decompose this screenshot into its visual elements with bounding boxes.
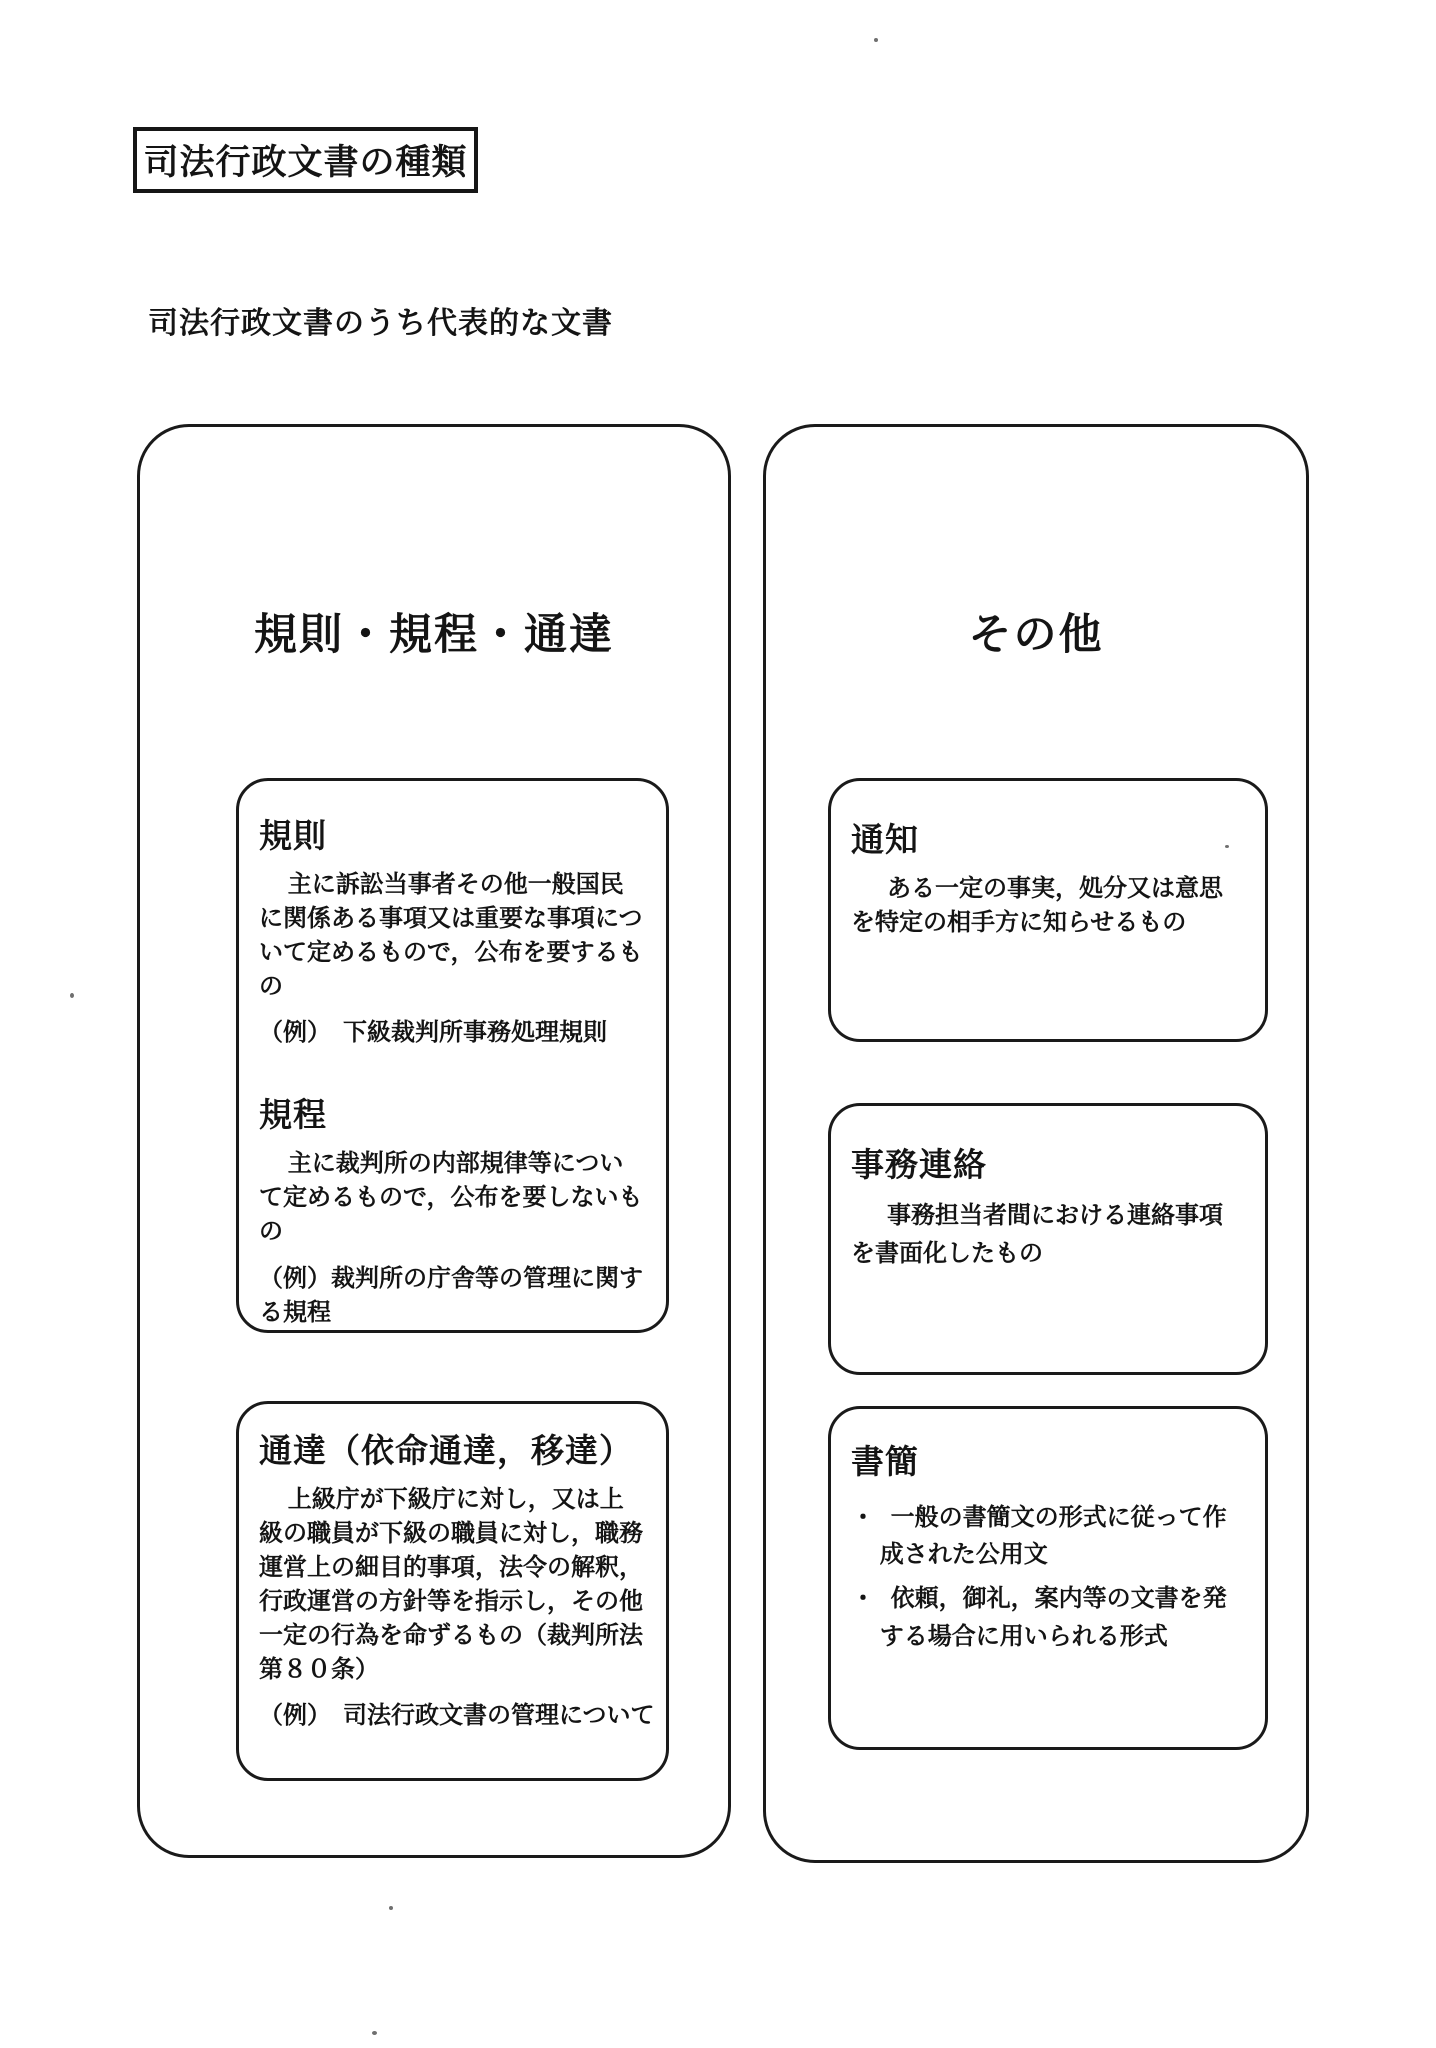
page-title: 司法行政文書の種類 (143, 143, 468, 182)
panel-sonota (763, 424, 1309, 1863)
tsutatsu-example: （例） 司法行政文書の管理について (259, 1702, 655, 1730)
section-kitei (259, 1096, 646, 1329)
bullet-dot-icon: ・ (851, 1503, 875, 1531)
shokan-bullet-1 (851, 1499, 1245, 1573)
page-title-box (133, 127, 478, 193)
panel-right-header: その他 (968, 611, 1104, 659)
tsutatsu-body: 上級庁が下級庁に対し，又は上級の職員が下級の職員に対し，職務運営上の細目的事項，法令の解釈，行政運営の方針等を指示し，その他一定の行為を命ずるもの（裁判所法第８０条） (259, 1485, 643, 1684)
kisoku-heading: 規則 (259, 817, 327, 854)
kitei-heading: 規程 (259, 1096, 327, 1134)
panel-left-header: 規則・規程・通達 (254, 611, 614, 659)
bullet-dot-icon: ・ (851, 1585, 875, 1613)
box-shokan (828, 1406, 1268, 1750)
kisoku-example: （例） 下級裁判所事務処理規則 (259, 1019, 607, 1047)
box-kisoku-kitei (236, 778, 669, 1333)
kitei-body: 主に裁判所の内部規律等について定めるもので，公布を要しないもの (259, 1150, 643, 1246)
kitei-example: （例）裁判所の庁舎等の管理に関する規程 (259, 1264, 643, 1326)
shokan-bullet-2-text: 依頼，御礼，案内等の文書を発する場合に用いられる形式 (879, 1585, 1227, 1650)
shokan-bullet-2 (851, 1580, 1245, 1654)
box-tsuchi (828, 778, 1268, 1042)
section-kisoku (259, 817, 646, 1050)
panel-kisoku-kitei-tsutatsu (137, 424, 731, 1858)
scan-speck (874, 38, 878, 42)
page-subtitle: 司法行政文書のうち代表的な文書 (148, 307, 613, 340)
shokan-bullet-1-text: 一般の書簡文の形式に従って作成された公用文 (879, 1503, 1227, 1569)
jimurenraku-heading: 事務連絡 (851, 1146, 987, 1183)
jimurenraku-body: 事務担当者間における連絡事項を書面化したもの (851, 1201, 1223, 1268)
box-tsutatsu (236, 1401, 669, 1781)
tsutatsu-heading: 通達（依命通達，移達） (259, 1432, 633, 1469)
tsuchi-heading: 通知 (851, 821, 919, 858)
scan-speck (389, 1906, 393, 1910)
kisoku-body: 主に訴訟当事者その他一般国民に関係ある事項又は重要な事項について定めるもので，公布を要するもの (259, 870, 643, 1001)
shokan-heading: 書簡 (851, 1443, 919, 1480)
tsuchi-body: ある一定の事実，処分又は意思を特定の相手方に知らせるもの (851, 874, 1223, 937)
scan-speck (372, 2031, 377, 2035)
box-jimurenraku (828, 1103, 1268, 1375)
scan-speck (1225, 845, 1229, 848)
shokan-bullet-list (851, 1499, 1245, 1655)
scan-speck (70, 993, 74, 998)
